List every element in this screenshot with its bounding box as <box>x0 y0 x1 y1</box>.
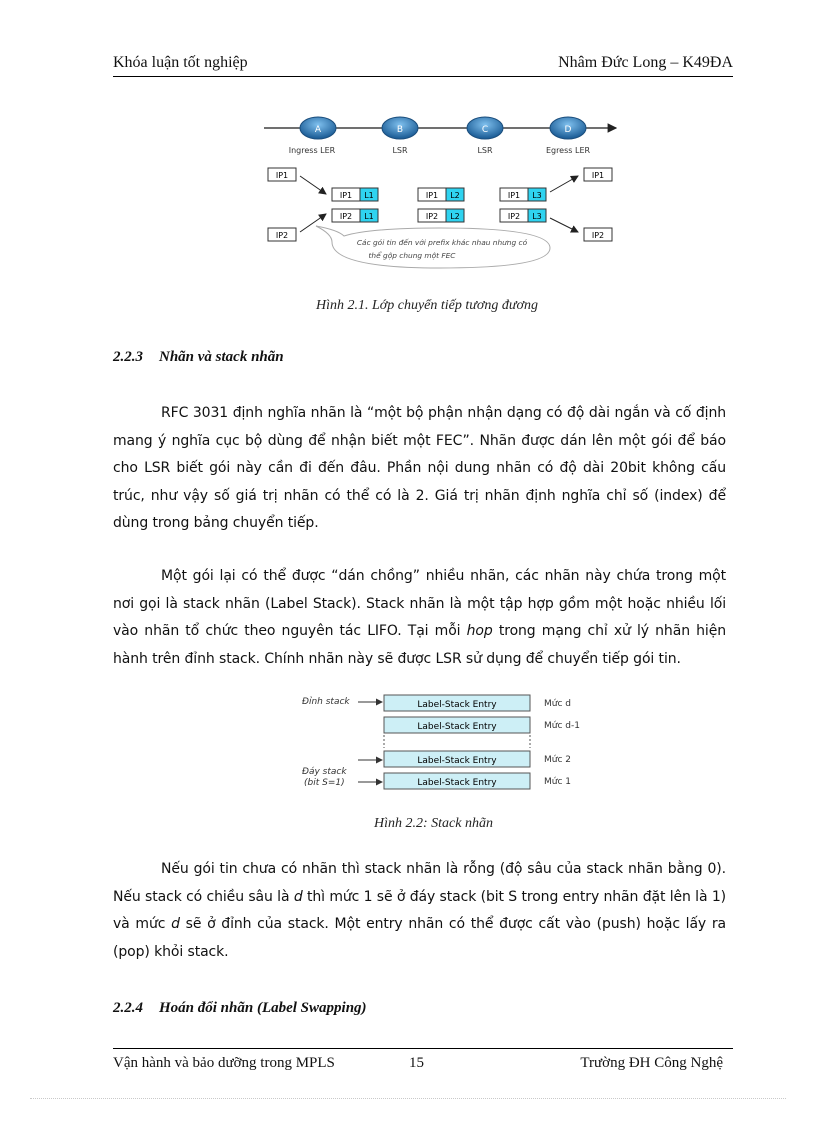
text-run: thì mức 1 sẽ ở đáy stack (bit S trong entry nhãn đặt lên là 1) <box>302 888 726 905</box>
header-right: Nhâm Đức Long – K49ĐA <box>558 54 733 71</box>
text-run: sẽ ở đỉnh của stack. Một entry nhãn có thể được cất vào (push) hoặc lấy ra <box>179 916 727 932</box>
svg-text:IP2: IP2 <box>425 212 439 221</box>
svg-text:Mức d-1: Mức d-1 <box>544 721 580 731</box>
paragraph-2-line: nơi gọi là stack nhãn (Label Stack). Stack nhãn là một tập hợp gồm một hoặc nhiều lối <box>113 595 726 612</box>
svg-text:IP2: IP2 <box>275 231 289 240</box>
page-number: 15 <box>409 1055 424 1071</box>
paragraph-1-line: mang ý nghĩa cục bộ dùng để nhận biết một FEC”. Nhãn được dán lên một gói để báo <box>113 432 726 449</box>
router-a-letter: A <box>314 125 322 135</box>
paragraph-2-line: hành trên đỉnh stack. Chính nhãn này sẽ được LSR sử dụng để chuyển tiếp gói tin. <box>113 650 681 667</box>
header-left: Khóa luận tốt nghiệp <box>113 54 248 71</box>
paragraph-3-line <box>113 884 726 912</box>
output-packet-ip1 <box>584 168 612 181</box>
paragraph-2-line: Một gói lại có thể được “dán chồng” nhiều nhãn, các nhãn này chứa trong một <box>161 568 726 584</box>
section-title: Hoán đổi nhãn (Label Swapping) <box>159 1000 367 1016</box>
router-b-icon <box>382 117 418 155</box>
text-run: trong mạng chỉ xử lý nhãn hiện <box>492 623 726 639</box>
svg-text:IP1: IP1 <box>591 171 605 180</box>
paragraph-1-line: dùng trong bảng chuyển tiếp. <box>113 515 319 531</box>
stack-entry-d-1 <box>384 717 580 733</box>
svg-text:IP1: IP1 <box>507 191 521 200</box>
italic-term-hop: hop <box>466 623 493 639</box>
callout-bubble <box>316 226 550 268</box>
svg-text:Mức 1: Mức 1 <box>544 777 572 787</box>
section-title: Nhãn và stack nhãn <box>159 349 284 365</box>
router-b-letter: B <box>396 125 404 135</box>
section-number: 2.2.3 <box>113 349 143 365</box>
stage-2-labels <box>418 188 464 222</box>
router-a-label: Ingress LER <box>288 146 336 155</box>
input-packet-ip2 <box>268 228 296 241</box>
router-d-letter: D <box>564 125 572 135</box>
svg-text:L2: L2 <box>450 191 460 200</box>
paragraph-1-line: cho LSR biết gói này cần đi đến đâu. Phần nội dung nhãn có độ dài 20bit không cấu <box>113 460 726 476</box>
figure-1-caption: Hình 2.1. Lớp chuyển tiếp tương đương <box>316 298 538 313</box>
svg-text:IP2: IP2 <box>591 231 605 240</box>
paragraph-3 <box>113 856 726 966</box>
svg-text:IP2: IP2 <box>507 212 521 221</box>
paragraph-3-line: Nếu gói tin chưa có nhãn thì stack nhãn là rỗng (độ sâu của stack nhãn bằng 0). <box>161 861 726 877</box>
router-c-label: LSR <box>477 146 493 155</box>
svg-text:Label-Stack Entry: Label-Stack Entry <box>417 700 497 710</box>
svg-text:IP1: IP1 <box>425 191 439 200</box>
figure-2-caption: Hình 2.2: Stack nhãn <box>374 816 493 831</box>
page-footer <box>113 1048 733 1075</box>
page-header <box>113 50 733 77</box>
stack-bottom-label: Đáy stack <box>302 767 347 777</box>
svg-text:L2: L2 <box>450 212 460 221</box>
callout-line-2: thể gộp chung một FEC <box>368 251 456 260</box>
callout-line-1: Các gói tin đến với prefix khác nhau nhưng có <box>356 238 528 247</box>
stack-bottom-bit-label: (bit S=1) <box>304 778 345 788</box>
router-d-label: Egress LER <box>545 146 591 155</box>
svg-text:Label-Stack Entry: Label-Stack Entry <box>417 722 497 732</box>
paragraph-1-line: RFC 3031 định nghĩa nhãn là “một bộ phận nhận dạng có độ dài ngắn và cố định <box>161 405 726 421</box>
text-run: Nếu stack có chiều sâu là <box>113 888 294 905</box>
router-b-label: LSR <box>392 146 408 155</box>
router-c-letter: C <box>481 125 489 135</box>
router-d-icon <box>546 117 591 155</box>
svg-text:L3: L3 <box>532 212 542 221</box>
router-c-icon <box>467 117 503 155</box>
svg-text:IP2: IP2 <box>339 212 353 221</box>
svg-text:L3: L3 <box>532 191 542 200</box>
svg-text:IP1: IP1 <box>275 171 289 180</box>
input-packet-ip1 <box>268 168 296 181</box>
paragraph-2 <box>113 563 726 673</box>
output-packet-ip2 <box>584 228 612 241</box>
svg-text:L1: L1 <box>364 212 374 221</box>
italic-term-d: d <box>293 888 303 905</box>
text-run: vào nhãn tổ chức theo nguyên tác LIFO. Tại mỗi <box>113 623 467 639</box>
section-heading-2-2-4 <box>113 1000 367 1017</box>
paragraph-1 <box>113 400 726 538</box>
svg-text:IP1: IP1 <box>339 191 353 200</box>
stack-entry-d <box>384 695 571 711</box>
footer-right: Trường ĐH Công Nghệ <box>580 1055 723 1071</box>
svg-text:L1: L1 <box>364 191 374 200</box>
stage-3-labels <box>500 188 546 222</box>
svg-text:Label-Stack Entry: Label-Stack Entry <box>417 778 497 788</box>
italic-term-d: d <box>171 916 180 932</box>
footer-left: Vận hành và bảo dưỡng trong MPLS <box>113 1055 335 1071</box>
paragraph-2-line <box>113 618 726 646</box>
figure-label-stack <box>296 690 596 800</box>
stack-top-label: Đỉnh stack <box>302 697 350 707</box>
figure-fec-diagram <box>260 108 620 278</box>
section-number: 2.2.4 <box>113 1000 143 1016</box>
paragraph-1-line: trúc, như vậy số giá trị nhãn có thể có là 2. Giá trị nhãn định nghĩa chỉ số (index) để <box>113 487 726 504</box>
svg-text:Label-Stack Entry: Label-Stack Entry <box>417 756 497 766</box>
stack-entry-1 <box>384 773 571 789</box>
paragraph-3-line: (pop) khỏi stack. <box>113 943 229 960</box>
section-heading-2-2-3 <box>113 349 284 366</box>
svg-text:Mức 2: Mức 2 <box>544 755 572 765</box>
stack-entry-2 <box>384 751 571 767</box>
svg-text:Mức d: Mức d <box>544 699 571 709</box>
paragraph-3-line <box>113 911 726 939</box>
text-run: và mức <box>113 916 172 932</box>
stage-1-labels <box>332 188 378 222</box>
router-a-icon <box>289 117 336 155</box>
bottom-dotted-rule <box>30 1098 786 1099</box>
